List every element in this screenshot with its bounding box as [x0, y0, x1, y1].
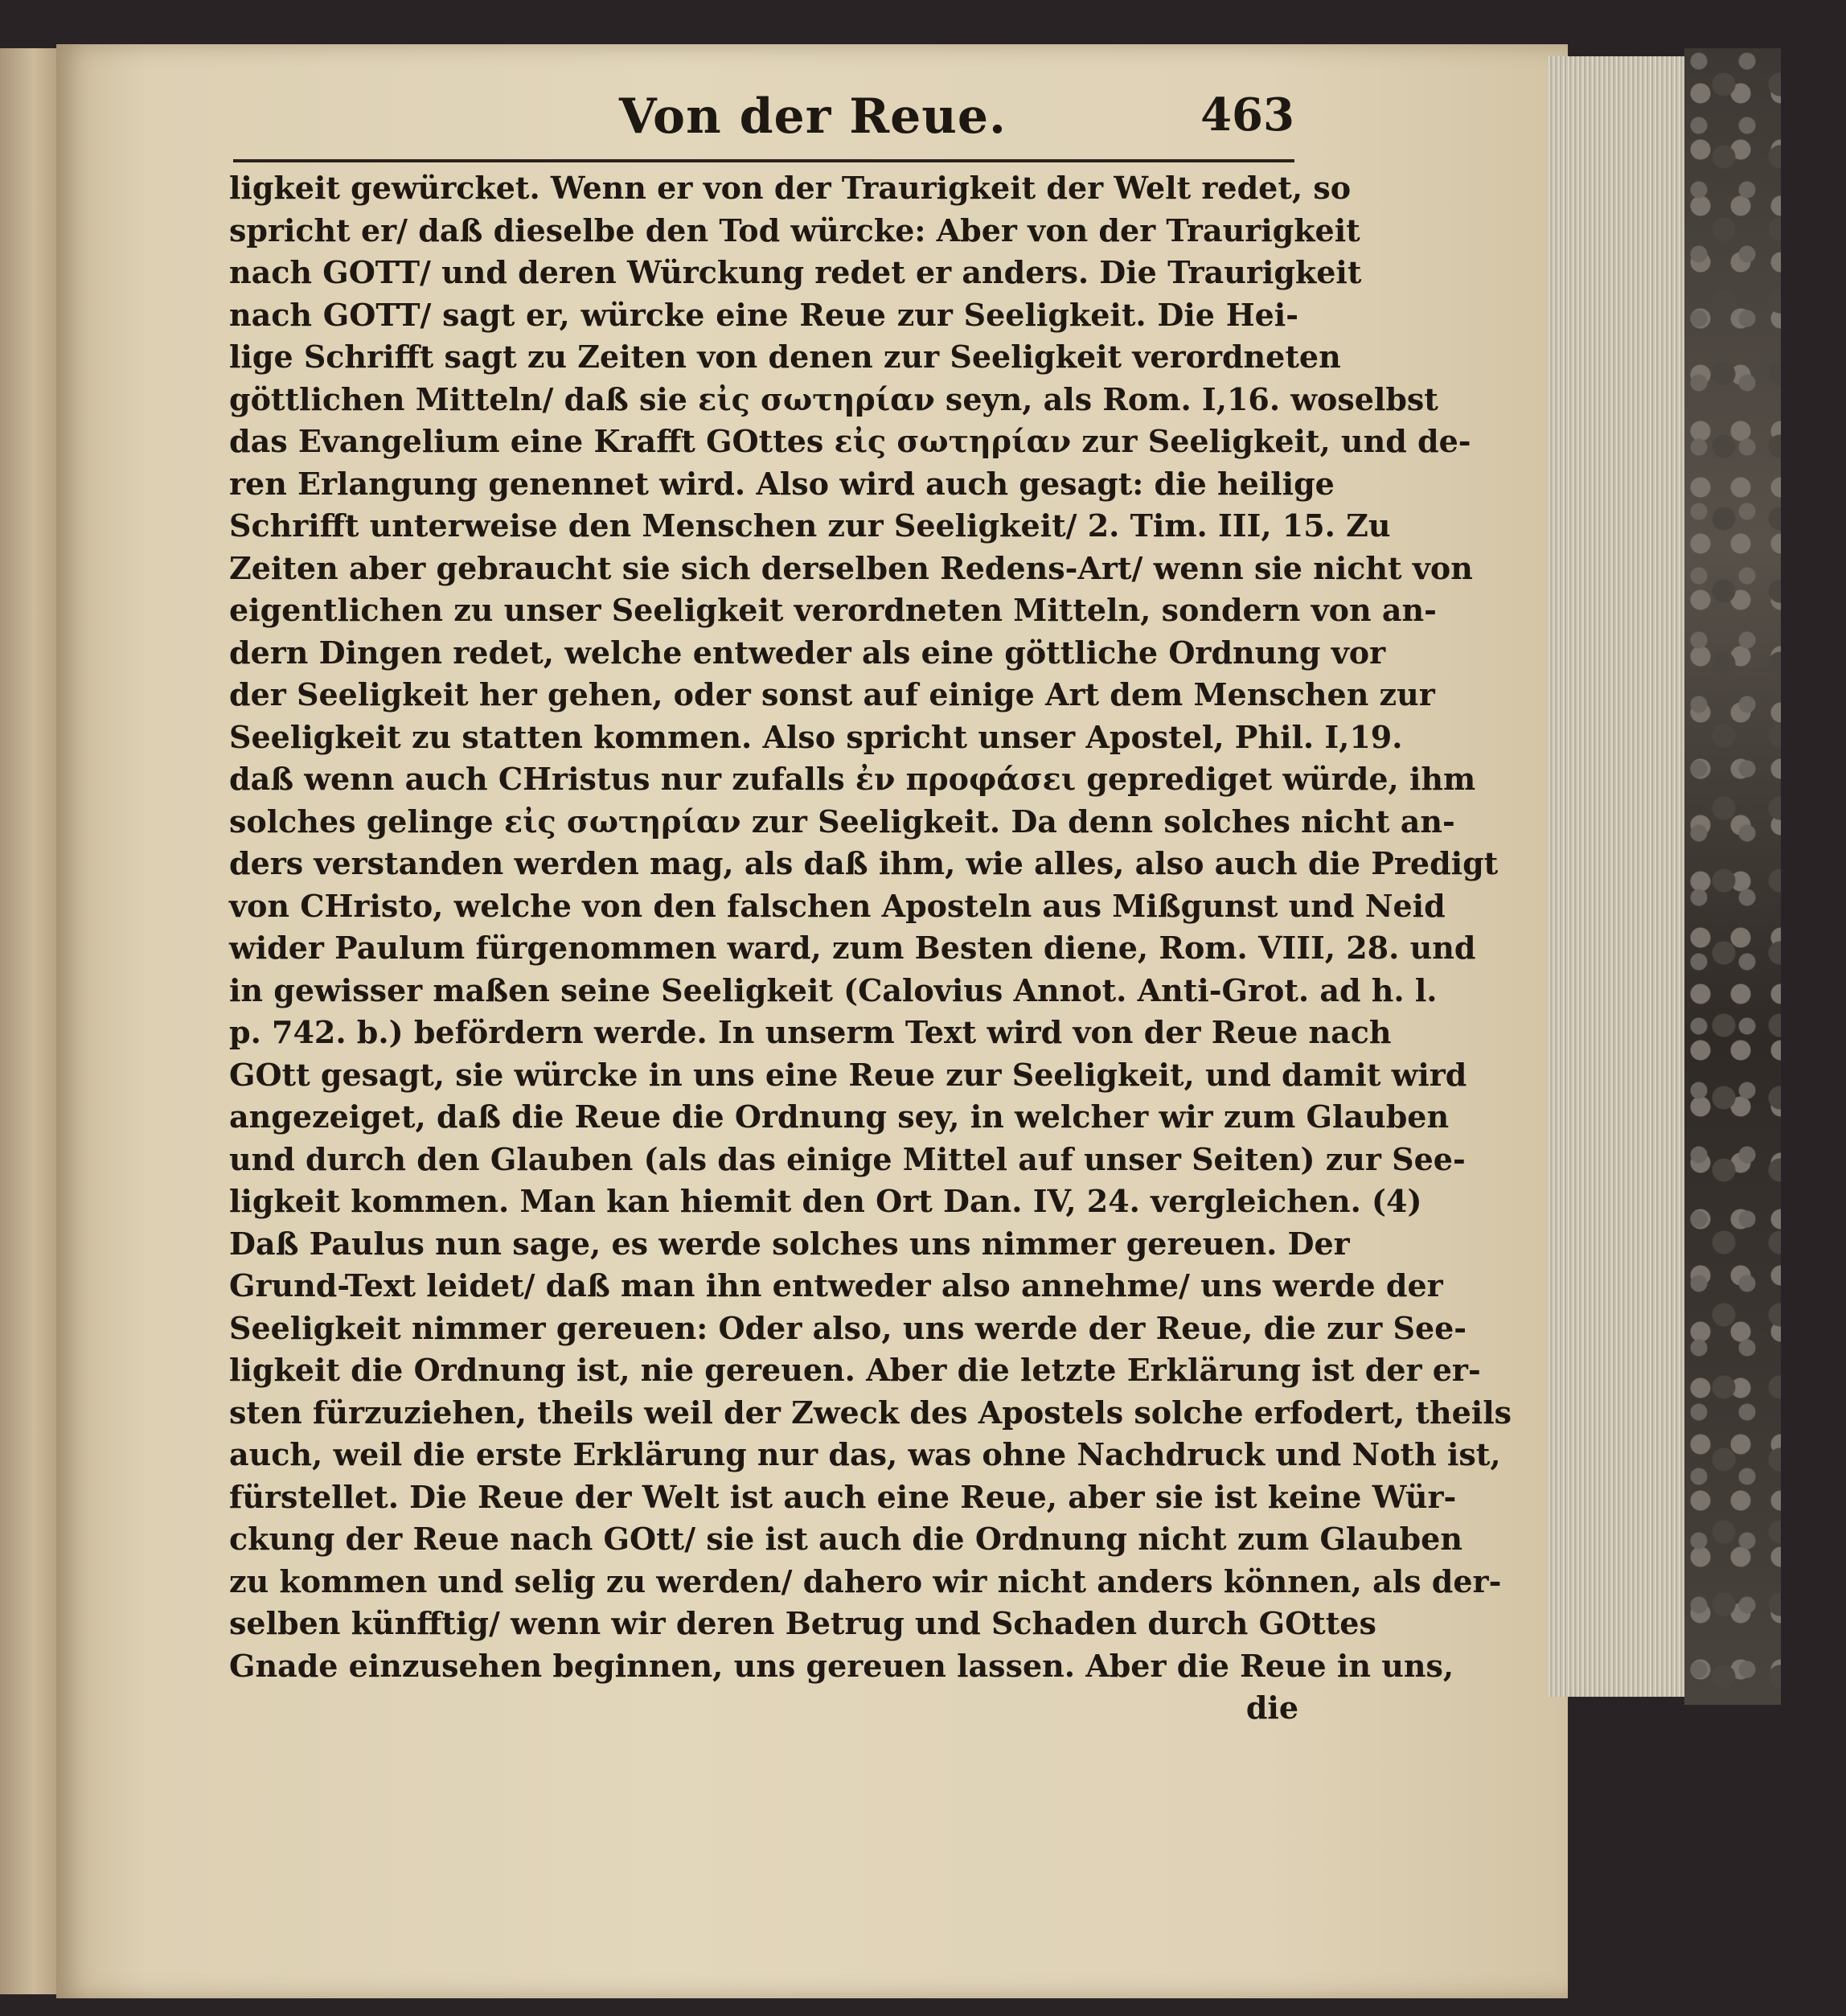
text-line: eigentlichen zu unser Seeligkeit verordneten Mitteln, sondern von an- [229, 592, 1437, 628]
facing-page-edge [0, 48, 56, 1994]
body-text [229, 167, 1512, 1730]
text-line: ligkeit die Ordnung ist, nie gereuen. Aber die letzte Erklärung ist der er- [229, 1352, 1481, 1388]
text-line: selben künfftig/ wenn wir deren Betrug und Schaden durch GOttes [229, 1605, 1376, 1641]
header-rule [233, 159, 1294, 162]
text-line: spricht er/ daß dieselbe den Tod würcke: Aber von der Traurigkeit [229, 211, 1360, 248]
running-head: Von der Reue. [619, 88, 1007, 145]
page-block-edges [1548, 56, 1689, 1697]
marbled-cover [1684, 48, 1781, 1705]
text-line: Seeligkeit nimmer gereuen: Oder also, uns werde der Reue, die zur See- [229, 1309, 1467, 1346]
text-line: GOtt gesagt, sie würcke in uns eine Reue zur Seeligkeit, und damit wird [229, 1056, 1467, 1093]
text-line: dern Dingen redet, welche entweder als eine göttliche Ordnung vor [229, 634, 1386, 671]
text-line: ckung der Reue nach GOtt/ sie ist auch die Ordnung nicht zum Glauben [229, 1521, 1462, 1557]
text-line: Schrifft unterweise den Menschen zur Seeligkeit/ 2. Tim. III, 15. Zu [229, 507, 1391, 544]
text-line: auch, weil die erste Erklärung nur das, was ohne Nachdruck und Noth ist, [229, 1436, 1501, 1472]
page-number: 463 [1200, 88, 1294, 142]
text-line: Zeiten aber gebraucht sie sich derselben Redens-Art/ wenn sie nicht von [229, 549, 1473, 586]
text-line: zu kommen und selig zu werden/ dahero wir nicht anders können, als der- [229, 1562, 1502, 1599]
catchword: die [1245, 1690, 1298, 1726]
page-header [233, 88, 1294, 153]
text-line: wider Paulum fürgenommen ward, zum Besten diene, Rom. VIII, 28. und [229, 930, 1476, 966]
text-line: ren Erlangung genennet wird. Also wird auch gesagt: die heilige [229, 465, 1335, 502]
text-line: ligkeit kommen. Man kan hiemit den Ort Dan. IV, 24. vergleichen. (4) [229, 1183, 1422, 1219]
text-line: in gewisser maßen seine Seeligkeit (Calovius Annot. Anti-Grot. ad h. l. [229, 971, 1438, 1008]
text-line: göttlichen Mitteln/ daß sie εἰς σωτηρίαν seyn, als Rom. I,16. woselbst [229, 380, 1438, 417]
text-line: von CHristo, welche von den falschen Aposteln aus Mißgunst und Neid [229, 887, 1446, 924]
text-line: solches gelinge εἰς σωτηρίαν zur Seeligkeit. Da denn solches nicht an- [229, 803, 1455, 840]
text-line: der Seeligkeit her gehen, oder sonst auf einige Art dem Menschen zur [229, 676, 1435, 712]
text-line: Gnade einzusehen beginnen, uns gereuen lassen. Aber die Reue in uns, [229, 1647, 1454, 1684]
text-line: fürstellet. Die Reue der Welt ist auch eine Reue, aber sie ist keine Wür- [229, 1478, 1457, 1515]
text-line: daß wenn auch CHristus nur zufalls ἐν προφάσει geprediget würde, ihm [229, 761, 1476, 797]
text-line: das Evangelium eine Krafft GOttes εἰς σωτηρίαν zur Seeligkeit, und de- [229, 423, 1471, 459]
text-line: ligkeit gewürcket. Wenn er von der Traurigkeit der Welt redet, so [229, 170, 1352, 206]
text-line: Daß Paulus nun sage, es werde solches uns nimmer gereuen. Der [229, 1225, 1350, 1262]
text-line: Grund-Text leidet/ daß man ihn entweder also annehme/ uns werde der [229, 1267, 1443, 1304]
text-line: p. 742. b.) befördern werde. In unserm Text wird von der Reue nach [229, 1014, 1392, 1050]
text-line: lige Schrifft sagt zu Zeiten von denen zur Seeligkeit verordneten [229, 339, 1341, 375]
text-line: nach GOTT/ sagt er, würcke eine Reue zur Seeligkeit. Die Hei- [229, 296, 1298, 333]
text-line: Seeligkeit zu statten kommen. Also spricht unser Apostel, Phil. I,19. [229, 718, 1403, 755]
text-line: ders verstanden werden mag, als daß ihm, wie alles, also auch die Predigt [229, 845, 1499, 881]
text-line: und durch den Glauben (als das einige Mittel auf unser Seiten) zur See- [229, 1140, 1466, 1177]
text-line: angezeiget, daß die Reue die Ordnung sey, in welcher wir zum Glauben [229, 1098, 1450, 1135]
text-line: sten fürzuziehen, theils weil der Zweck des Apostels solche erfodert, theils [229, 1394, 1512, 1431]
text-line: nach GOTT/ und deren Würckung redet er anders. Die Traurigkeit [229, 254, 1362, 290]
